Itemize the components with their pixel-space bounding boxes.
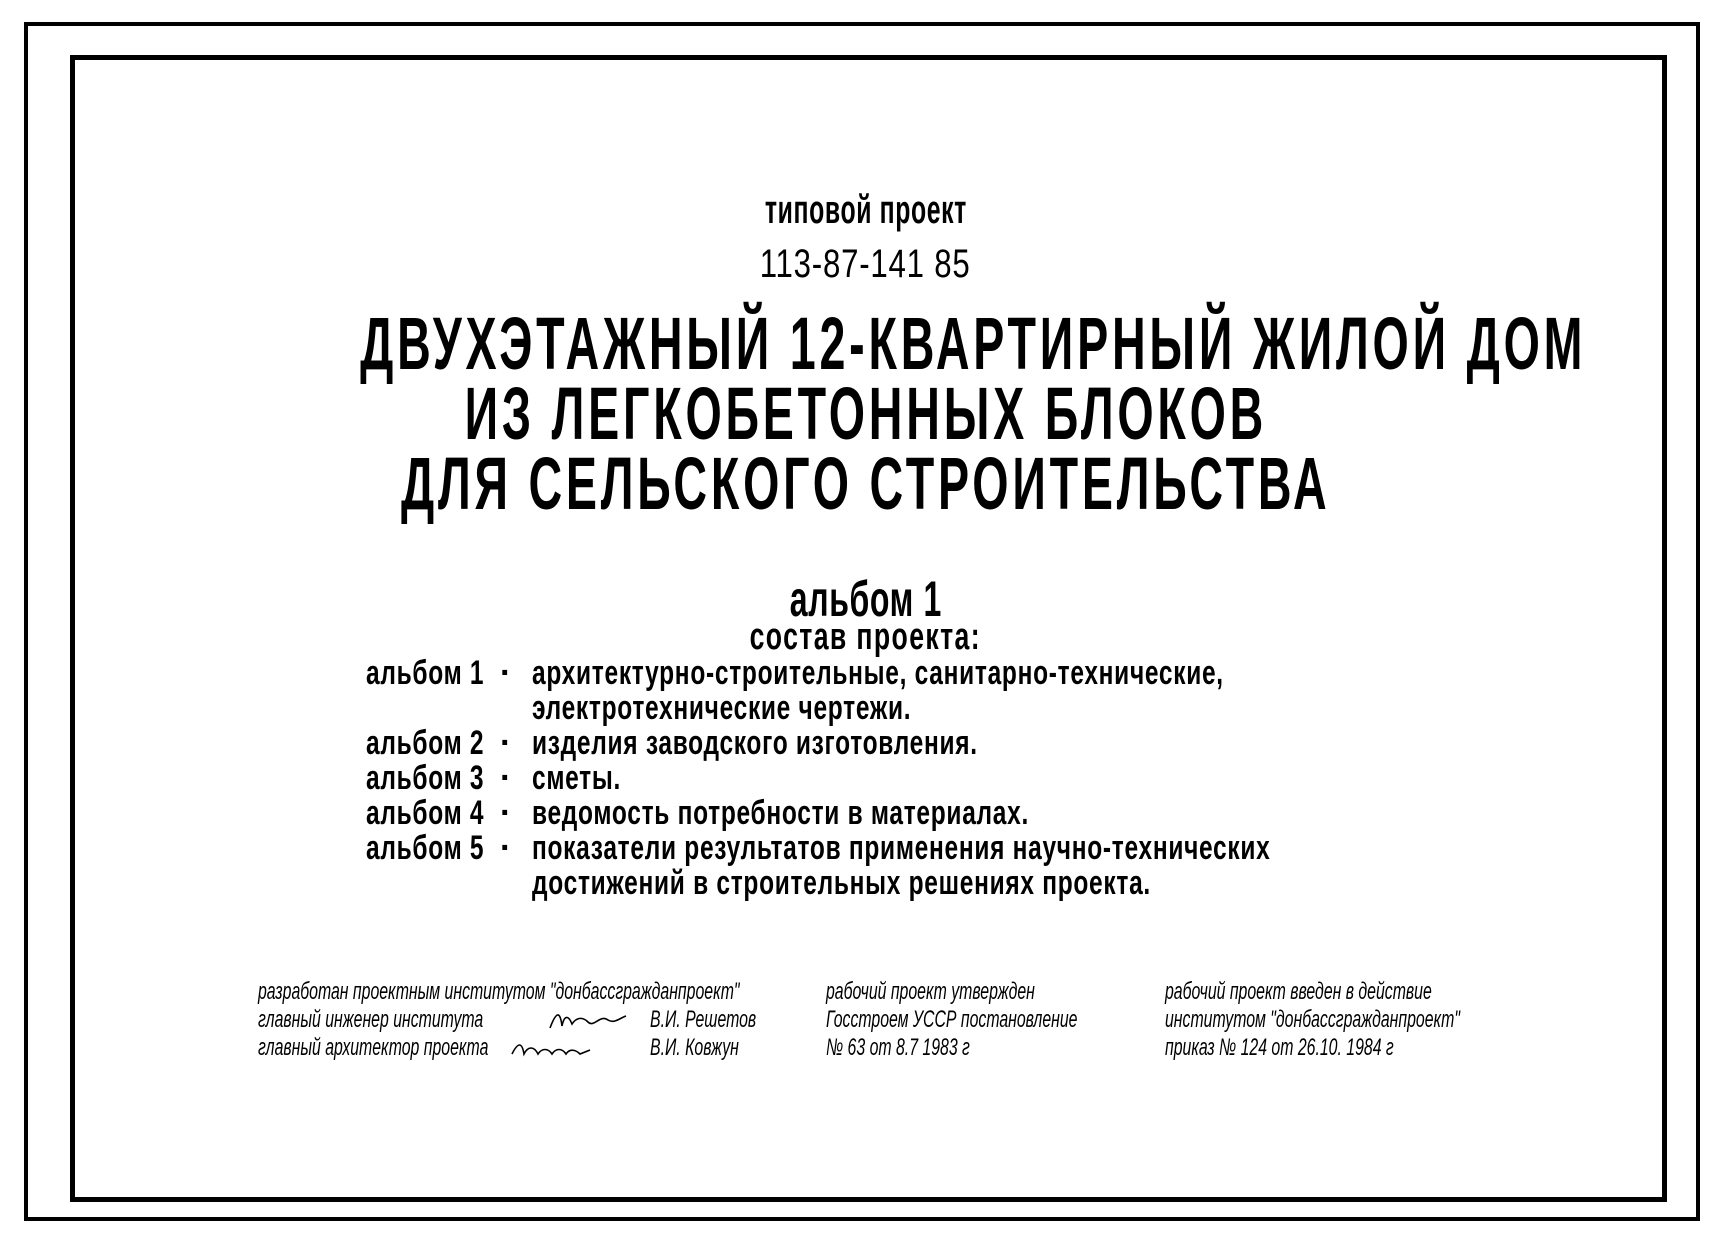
album-description: показатели результатов применения научно-технических: [532, 829, 1271, 867]
album-description: архитектурно-строительные, санитарно-технические,: [532, 654, 1224, 692]
list-item: [366, 829, 1366, 867]
separator-dot: ·: [500, 759, 513, 797]
separator-dot: ·: [500, 724, 513, 762]
engineer-signature: [546, 1008, 628, 1032]
contents-heading: состав проекта:: [749, 616, 982, 658]
separator-dot: ·: [500, 829, 513, 867]
title-line-3: ДЛЯ СЕЛЬСКОГО СТРОИТЕЛЬСТВА: [400, 442, 1331, 525]
separator-dot: ·: [500, 654, 513, 692]
list-item: [366, 759, 1366, 797]
list-item: [366, 794, 1366, 832]
enactment-block: [1165, 978, 1612, 1062]
list-item: [366, 724, 1366, 762]
enactment-line: приказ № 124 от 26.10. 1984 г: [1165, 1034, 1394, 1061]
album-label: альбом 4: [366, 794, 485, 832]
approval-block: [826, 978, 1207, 1062]
album-list: [366, 654, 1366, 902]
album-label: альбом 2: [366, 724, 485, 762]
album-description-cont: достижений в строительных решениях проекта.: [532, 864, 1151, 902]
developer-line: разработан проектным институтом "донбассгражданпроект": [258, 978, 740, 1005]
enactment-line: рабочий проект введен в действие: [1165, 978, 1432, 1005]
project-type-label: типовой проект: [764, 188, 967, 232]
architect-role: главный архитектор проекта: [258, 1034, 489, 1061]
engineer-role: главный инженер института: [258, 1006, 484, 1033]
list-item-continuation: [366, 864, 1366, 902]
approval-line: Госстроем УССР постановление: [826, 1006, 1078, 1033]
album-label: альбом 1: [366, 654, 485, 692]
album-label: альбом 5: [366, 829, 485, 867]
architect-signature: [510, 1036, 592, 1060]
title-line-1: ДВУХЭТАЖНЫЙ 12-КВАРТИРНЫЙ ЖИЛОЙ ДОМ: [360, 302, 1587, 385]
list-item: [366, 654, 1366, 692]
separator-dot: ·: [500, 794, 513, 832]
approval-line: рабочий проект утвержден: [826, 978, 1035, 1005]
album-label: альбом 3: [366, 759, 485, 797]
architect-name: В.И. Ковжун: [650, 1034, 739, 1061]
album-description: сметы.: [532, 759, 622, 797]
project-code: 113-87-141 85: [760, 242, 971, 286]
approval-line: № 63 от 8.7 1983 г: [826, 1034, 970, 1061]
album-description-cont: электротехнические чертежи.: [532, 689, 912, 727]
album-description: ведомость потребности в материалах.: [532, 794, 1029, 832]
album-description: изделия заводского изготовления.: [532, 724, 978, 762]
title-line-2: ИЗ ЛЕГКОБЕТОННЫХ БЛОКОВ: [464, 372, 1267, 455]
enactment-line: институтом "донбассгражданпроект": [1165, 1006, 1460, 1033]
list-item-continuation: [366, 689, 1366, 727]
album-heading: альбом 1: [789, 571, 942, 627]
engineer-name: В.И. Решетов: [650, 1006, 757, 1033]
